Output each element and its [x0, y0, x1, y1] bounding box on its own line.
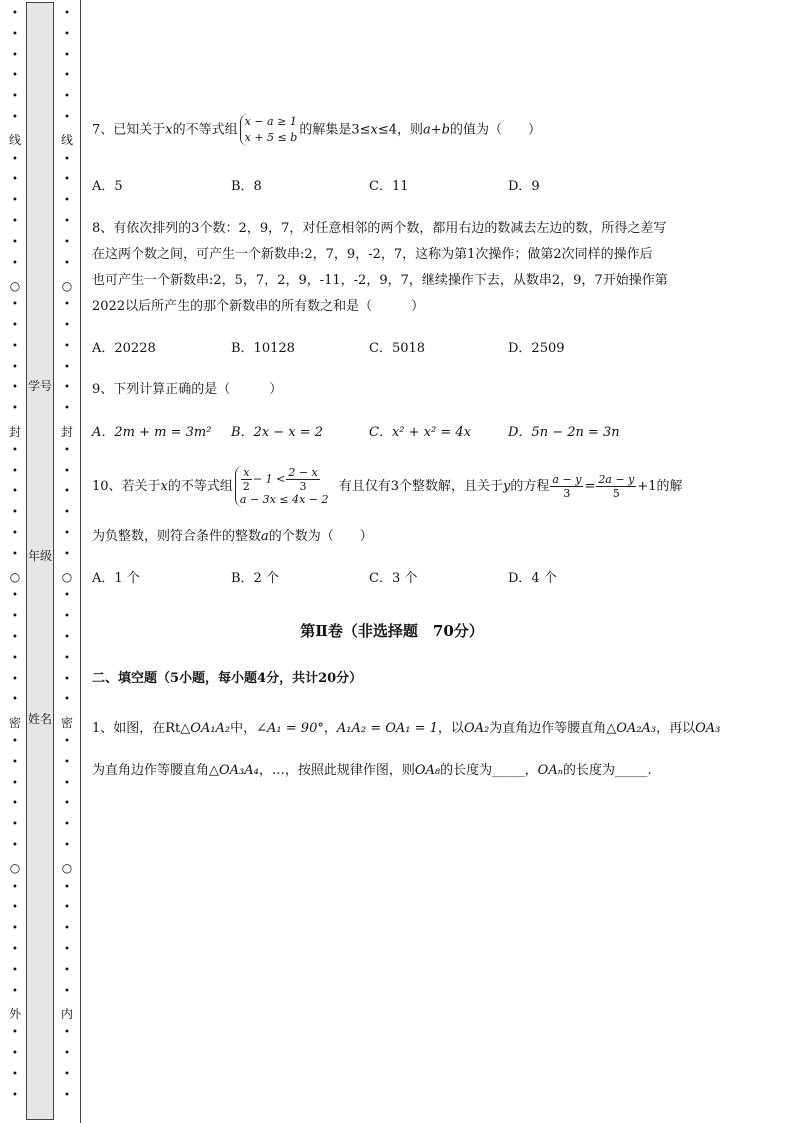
- inner-margin-circle-marker: ○: [61, 570, 73, 584]
- outer-margin-dot: •: [12, 590, 18, 602]
- outer-margin-label-4: 外: [8, 1007, 21, 1021]
- outer-margin-dot: •: [12, 361, 18, 373]
- outer-margin-dot: •: [12, 798, 18, 810]
- outer-margin-dot: •: [12, 299, 18, 311]
- outer-margin-dot: •: [12, 985, 18, 997]
- q7-option-c[interactable]: C．11: [369, 179, 409, 194]
- inner-margin-dot: •: [64, 777, 70, 789]
- binding-margin-field-strip: [26, 2, 54, 1120]
- inner-margin-dot: •: [64, 320, 70, 331]
- outer-margin-circle-marker: ○: [9, 279, 21, 293]
- answer-blank-1[interactable]: _____: [492, 763, 525, 778]
- outer-margin-dot: •: [12, 382, 18, 394]
- q10-option-d[interactable]: D．4 个: [508, 571, 557, 586]
- outer-margin-dot: •: [12, 819, 18, 831]
- inner-margin-dot: •: [64, 923, 70, 935]
- question-8-line-4: 2022以后所产生的那个新数串的所有数之和是（ ）: [92, 299, 425, 314]
- inner-margin-dot: •: [64, 112, 70, 123]
- inner-margin-label-3: 密: [60, 716, 73, 730]
- outer-margin-dot: •: [12, 49, 18, 61]
- outer-margin-dot: •: [12, 340, 18, 352]
- inner-margin-dot: •: [64, 902, 70, 914]
- inner-margin-dot: •: [64, 632, 70, 643]
- outer-margin-dot: •: [12, 70, 18, 82]
- outer-margin-dot: •: [12, 1068, 18, 1080]
- outer-margin-dot: •: [12, 611, 18, 623]
- outer-margin-dot: •: [12, 174, 18, 186]
- outer-margin-label-3: 密: [8, 716, 21, 730]
- outer-margin-dot: •: [12, 673, 18, 685]
- outer-margin-dot: •: [12, 465, 18, 477]
- outer-margin-circle-marker: ○: [9, 570, 21, 584]
- inner-margin-dot: •: [64, 49, 70, 61]
- inner-margin-dot: •: [64, 195, 70, 207]
- question-10-line-1: 10、若关于x的不等式组 $\frac{x}{2}$ − 1 < $\frac{2 - x}{3}$ a − 3x ≤ 4x − 2 有且仅有3个整数解，且关于y的方程 $\frac{a - y}{3}$ = $\frac{2a - y}{5}$ +1的解: [92, 466, 683, 506]
- outer-margin-dot: •: [12, 153, 18, 165]
- inner-margin-dot: •: [64, 1089, 70, 1101]
- question-8-line-1: 8、有依次排列的3个数：2，9，7，对任意相邻的两个数，都用右边的数减去左边的数，所得之差写: [92, 221, 667, 236]
- inner-margin-circle-marker: ○: [61, 861, 73, 875]
- inner-margin-dot: •: [64, 8, 70, 19]
- outer-margin-dot: •: [12, 195, 18, 207]
- inner-margin-circle-marker: ○: [61, 279, 73, 293]
- q7-option-b[interactable]: B．8: [231, 179, 262, 194]
- outer-margin-dot: •: [12, 486, 18, 498]
- outer-margin-dot: •: [12, 548, 18, 560]
- inner-margin-dot: •: [64, 798, 70, 810]
- binding-margin-outer: [4, 0, 26, 1123]
- q7-option-a[interactable]: A．5: [92, 179, 123, 194]
- outer-margin-dot: •: [12, 112, 18, 123]
- q8-option-b[interactable]: B．10128: [231, 341, 295, 356]
- inner-margin-dot: •: [64, 91, 70, 103]
- q10-option-a[interactable]: A．1 个: [92, 571, 140, 586]
- outer-margin-circle-marker: ○: [9, 861, 21, 875]
- outer-margin-dot: •: [12, 320, 18, 331]
- outer-margin-dot: •: [12, 652, 18, 664]
- inequality-system: $\frac{x}{2}$ − 1 < $\frac{2 - x}{3}$ a − 3x ≤ 4x − 2: [235, 466, 329, 507]
- inner-margin-dot: •: [64, 340, 70, 352]
- inner-margin-dot: •: [64, 486, 70, 498]
- inner-margin-label-4: 内: [60, 1007, 73, 1021]
- inner-margin-dot: •: [64, 174, 70, 186]
- question-8-line-3: 也可产生一个新数串:2，5，7，2，9，-11，-2，9，7，继续操作下去，从数串2，9，7开始操作第: [92, 273, 668, 288]
- outer-margin-dot: •: [12, 91, 18, 103]
- inner-margin-dot: •: [64, 507, 70, 519]
- field-grade: 年级: [27, 549, 52, 563]
- inequality-system: x − a ≥ 1 x + 5 ≤ b: [240, 114, 298, 146]
- inner-margin-dot: •: [64, 1048, 70, 1059]
- inner-margin-dot: •: [64, 611, 70, 623]
- question-8-line-2: 在这两个数之间，可产生一个新数串:2，7，9，-2，7，这称为第1次操作；做第2次同样的操作后: [92, 247, 653, 262]
- inner-margin-dot: •: [64, 756, 70, 768]
- inner-margin-dot: •: [64, 70, 70, 82]
- section-2-title: 第Ⅱ卷（非选择题 70分）: [300, 622, 484, 640]
- inner-margin-dot: •: [64, 819, 70, 831]
- outer-margin-dot: •: [12, 736, 18, 747]
- outer-margin-dot: •: [12, 444, 18, 456]
- q8-option-c[interactable]: C．5018: [369, 341, 426, 356]
- outer-margin-dot: •: [12, 944, 18, 955]
- fill-in-section-heading: 二、填空题（5小题，每小题4分，共计20分）: [92, 671, 363, 686]
- outer-margin-dot: •: [12, 236, 18, 248]
- q10-option-c[interactable]: C．3 个: [369, 571, 418, 586]
- outer-margin-dot: •: [12, 1048, 18, 1059]
- outer-margin-dot: •: [12, 777, 18, 789]
- inner-margin-dot: •: [64, 1068, 70, 1080]
- inner-margin-dot: •: [64, 236, 70, 248]
- inner-margin-dot: •: [64, 548, 70, 560]
- field-name: 姓名: [27, 712, 52, 726]
- inner-margin-dot: •: [64, 361, 70, 373]
- outer-margin-dot: •: [12, 902, 18, 914]
- inner-margin-dot: •: [64, 28, 70, 40]
- inner-margin-dot: •: [64, 257, 70, 269]
- inner-margin-dot: •: [64, 736, 70, 747]
- outer-margin-dot: •: [12, 881, 18, 893]
- inner-margin-dot: •: [64, 944, 70, 955]
- inner-margin-dot: •: [64, 881, 70, 893]
- outer-margin-dot: •: [12, 923, 18, 935]
- q8-option-d[interactable]: D．2509: [508, 341, 565, 356]
- outer-margin-dot: •: [12, 964, 18, 976]
- q9-option-c[interactable]: C．x² + x² = 4x: [369, 425, 471, 440]
- fill-question-1-line-2: 为直角边作等腰直角△OA₃A₄，…，按照此规律作图，则OA₈的长度为_____，OAₙ的长度为_____.: [92, 763, 652, 778]
- inner-margin-dot: •: [64, 465, 70, 477]
- outer-margin-label-2: 封: [8, 425, 21, 439]
- inner-margin-dot: •: [64, 985, 70, 997]
- inner-margin-dot: •: [64, 652, 70, 664]
- inner-margin-label-2: 封: [60, 425, 73, 439]
- inner-margin-label-1: 线: [60, 133, 73, 147]
- outer-margin-dot: •: [12, 216, 18, 227]
- fill-question-1-line-1: 1、如图，在Rt△OA₁A₂中，∠A₁ = 90°，A₁A₂ = OA₁ = 1，以OA₂为直角边作等腰直角△OA₂A₃，再以OA₃: [92, 721, 721, 736]
- outer-margin-dot: •: [12, 28, 18, 40]
- outer-margin-dot: •: [12, 257, 18, 269]
- field-student-id: 学号: [27, 379, 52, 393]
- question-7-stem: 7、已知关于x的不等式组 x − a ≥ 1 x + 5 ≤ b 的解集是3≤x≤4，则a+b的值为（ ）: [92, 115, 541, 144]
- q8-option-a[interactable]: A．20228: [92, 341, 156, 356]
- inner-margin-dot: •: [64, 382, 70, 394]
- inner-margin-dot: •: [64, 403, 70, 415]
- outer-margin-dot: •: [12, 1089, 18, 1101]
- outer-margin-dot: •: [12, 694, 18, 706]
- q10-option-b[interactable]: B．2 个: [231, 571, 279, 586]
- q9-option-a[interactable]: A．2m + m = 3m²: [92, 425, 212, 440]
- binding-margin-inner: [54, 0, 81, 1123]
- inner-margin-dot: •: [64, 1027, 70, 1039]
- inner-margin-dot: •: [64, 694, 70, 706]
- inner-margin-dot: •: [64, 840, 70, 851]
- inner-margin-dot: •: [64, 444, 70, 456]
- inner-margin-dot: •: [64, 964, 70, 976]
- inner-margin-dot: •: [64, 216, 70, 227]
- answer-blank-2[interactable]: _____: [615, 763, 648, 778]
- outer-margin-dot: •: [12, 632, 18, 643]
- inner-margin-dot: •: [64, 528, 70, 539]
- q9-option-b[interactable]: B．2x − x = 2: [231, 425, 324, 440]
- inner-margin-dot: •: [64, 153, 70, 165]
- q7-option-d[interactable]: D．9: [508, 179, 540, 194]
- inner-margin-dot: •: [64, 299, 70, 311]
- q9-option-d[interactable]: D．5n − 2n = 3n: [508, 425, 620, 440]
- outer-margin-dot: •: [12, 528, 18, 539]
- outer-margin-dot: •: [12, 507, 18, 519]
- outer-margin-label-1: 线: [8, 133, 21, 147]
- outer-margin-dot: •: [12, 1027, 18, 1039]
- inner-margin-dot: •: [64, 590, 70, 602]
- inner-margin-dot: •: [64, 673, 70, 685]
- outer-margin-dot: •: [12, 756, 18, 768]
- question-9-stem: 9、下列计算正确的是（ ）: [92, 382, 283, 397]
- outer-margin-dot: •: [12, 403, 18, 415]
- outer-margin-dot: •: [12, 840, 18, 851]
- question-10-line-2: 为负整数，则符合条件的整数a的个数为（ ）: [92, 529, 373, 544]
- outer-margin-dot: •: [12, 8, 18, 19]
